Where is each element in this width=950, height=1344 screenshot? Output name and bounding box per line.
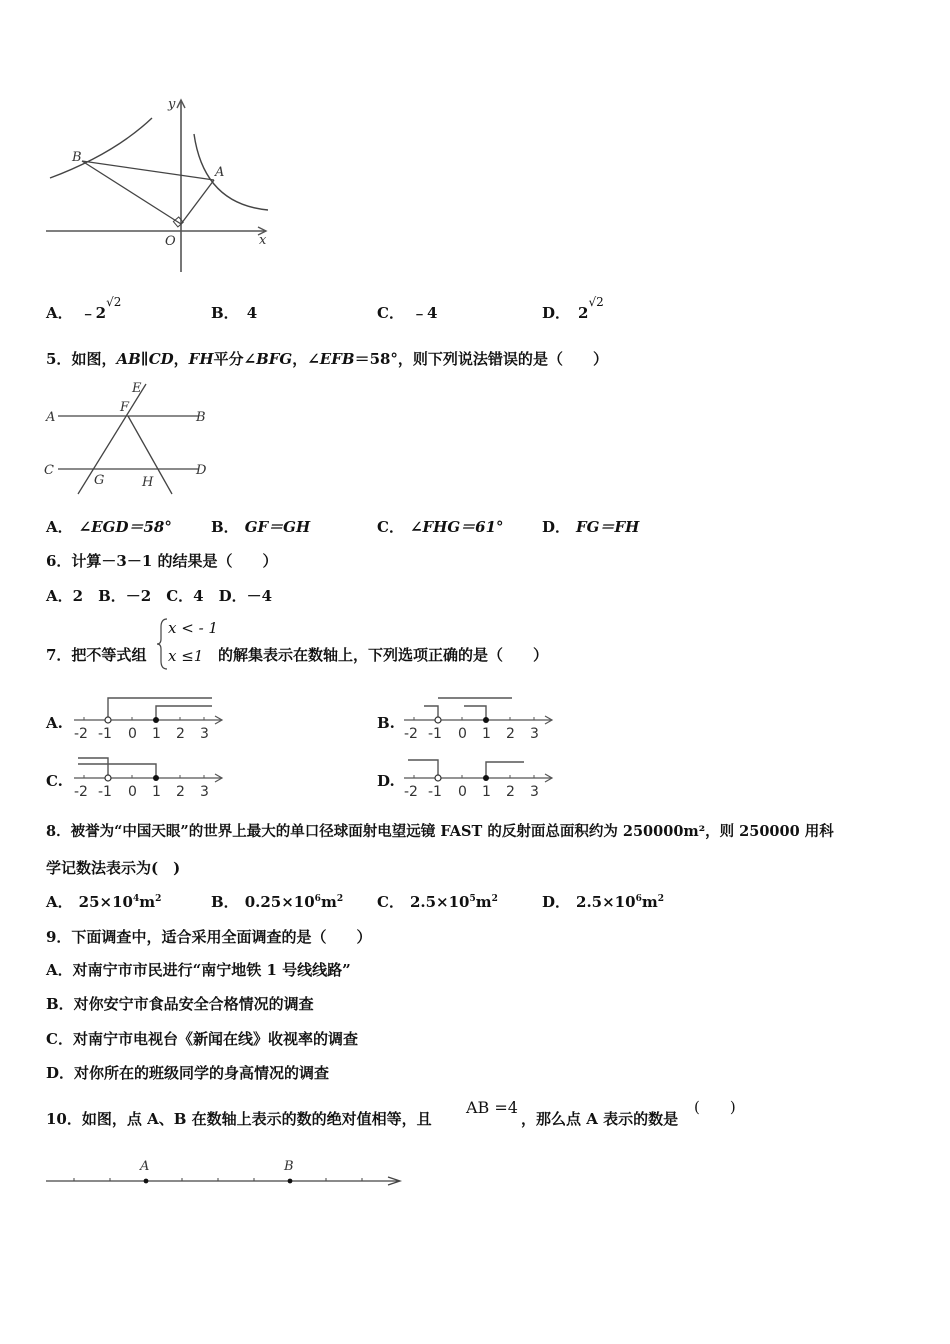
svg-text:1: 1 xyxy=(482,726,491,742)
svg-text:-2: -2 xyxy=(404,726,418,742)
label-H: H xyxy=(142,475,154,490)
label-C: C xyxy=(44,463,54,478)
svg-text:3: 3 xyxy=(200,784,209,800)
label-B: B xyxy=(196,410,206,425)
svg-text:3: 3 xyxy=(530,726,539,742)
q4-option-c: C． ﹣4 xyxy=(377,304,438,322)
svg-text:3: 3 xyxy=(200,726,209,742)
svg-text:-1: -1 xyxy=(98,784,112,800)
q7-inequality-2: x ≤1 xyxy=(168,647,204,665)
q8-option-c: C． $2.5\times 10^5m^2$ xyxy=(377,893,498,911)
q8-stem-line2: 学记数法表示为( ) xyxy=(46,859,181,877)
q7-stem-rest: 的解集表示在数轴上，下列选项正确的是（ ） xyxy=(218,646,549,664)
q4-option-b: B． 4 xyxy=(211,304,258,322)
q5-option-a: A． ∠EGD＝58° xyxy=(46,518,172,536)
svg-text:-2: -2 xyxy=(74,726,88,742)
svg-text:1: 1 xyxy=(152,784,161,800)
label-A: A xyxy=(215,165,225,180)
q10-number-line xyxy=(44,1156,406,1192)
q7-numberline-c xyxy=(72,754,228,802)
svg-text:2: 2 xyxy=(506,784,515,800)
label-B: B xyxy=(72,150,82,165)
q5-stem: 5．如图，AB∥CD，FH平分∠BFG，∠EFB＝58°，则下列说法错误的是（ ） xyxy=(46,350,608,368)
svg-text:-1: -1 xyxy=(428,784,442,800)
q10-formula: AB =4 xyxy=(466,1098,518,1117)
segment-AB xyxy=(82,161,214,180)
label-B: B xyxy=(284,1159,294,1174)
q7-numberline-b xyxy=(402,696,558,744)
q9-option-a: A．对南宁市市民进行“南宁地铁 1 号线线路” xyxy=(46,961,351,979)
svg-text:1: 1 xyxy=(482,784,491,800)
label-origin: O xyxy=(165,234,176,249)
svg-text:1: 1 xyxy=(152,726,161,742)
sqrt2-sup: √2 xyxy=(588,295,604,309)
q9-option-c: C．对南宁市电视台《新闻在线》收视率的调查 xyxy=(46,1030,358,1048)
svg-text:0: 0 xyxy=(128,784,137,800)
line-EG xyxy=(78,384,146,494)
q10-stem-pre: 10．如图，点 A、B 在数轴上表示的数的绝对值相等，且 xyxy=(46,1110,432,1128)
segment-OB xyxy=(82,161,181,224)
q8-option-d: D． $2.5\times 10^6m^2$ xyxy=(542,893,664,911)
svg-text:-1: -1 xyxy=(98,726,112,742)
q8-option-b: B． $0.25\times 10^6m^2$ xyxy=(211,893,344,911)
q5-option-b: B． GF＝GH xyxy=(211,518,311,536)
svg-text:-1: -1 xyxy=(428,726,442,742)
q9-option-d: D．对你所在的班级同学的身高情况的调查 xyxy=(46,1064,330,1082)
label-F: F xyxy=(120,400,130,415)
q6-options: A．2 B．－2 C．4 D．－4 xyxy=(46,587,273,605)
q6-stem: 6．计算－3－1 的结果是（ ） xyxy=(46,552,278,570)
q7-inequality-1: x < - 1 xyxy=(168,619,218,637)
q9-stem: 9．下面调查中，适合采用全面调查的是（ ） xyxy=(46,928,372,946)
q8-option-a: A． $25\times 10^4m^2$ xyxy=(46,893,162,911)
q4-coordinate-graph xyxy=(44,94,276,278)
q8-stem-line1: 8．被誉为“中国天眼”的世界上最大的单口径球面射电望远镜 FAST 的反射面总面积约为 250000m²，则 250000 用科 xyxy=(46,823,834,840)
q10-answer-paren: ( ) xyxy=(694,1098,736,1116)
svg-text:0: 0 xyxy=(458,784,467,800)
label-D: D xyxy=(196,463,207,478)
q9-option-b: B．对你安宁市食品安全合格情况的调查 xyxy=(46,995,314,1013)
sqrt2-sup: √2 xyxy=(106,295,122,309)
svg-text:-2: -2 xyxy=(404,784,418,800)
point-B xyxy=(288,1179,293,1184)
q10-stem-post: ，那么点 A 表示的数是 xyxy=(521,1110,679,1128)
svg-text:0: 0 xyxy=(458,726,467,742)
svg-text:0: 0 xyxy=(128,726,137,742)
label-y: y xyxy=(168,97,176,112)
label-A: A xyxy=(46,410,56,425)
label-G: G xyxy=(94,473,105,488)
label-x: x xyxy=(259,233,267,248)
q7-option-c-label: C. xyxy=(46,772,63,790)
q5-option-c: C． ∠FHG＝61° xyxy=(377,518,504,536)
label-E: E xyxy=(132,381,142,396)
svg-text:2: 2 xyxy=(506,726,515,742)
q4-option-d: D． $2^{√2}$ xyxy=(542,295,604,322)
segment-OA xyxy=(181,180,214,224)
q5-parallel-lines-figure xyxy=(40,376,220,500)
svg-text:-2: -2 xyxy=(74,784,88,800)
q7-option-b-label: B. xyxy=(377,714,395,732)
svg-text:3: 3 xyxy=(530,784,539,800)
q7-numberline-a xyxy=(72,696,228,744)
q7-option-a-label: A. xyxy=(46,714,63,732)
svg-text:2: 2 xyxy=(176,784,185,800)
q5-option-d: D． FG＝FH xyxy=(542,518,640,536)
svg-text:2: 2 xyxy=(176,726,185,742)
q4-option-a: A． $﹣2^{√2}$ xyxy=(46,295,122,322)
q7-stem-number: 7．把不等式组 xyxy=(46,646,147,664)
q7-option-d-label: D. xyxy=(377,772,395,790)
label-A: A xyxy=(140,1159,150,1174)
point-A xyxy=(144,1179,149,1184)
q7-numberline-d xyxy=(402,754,558,802)
hyperbola-right-branch xyxy=(194,134,268,210)
